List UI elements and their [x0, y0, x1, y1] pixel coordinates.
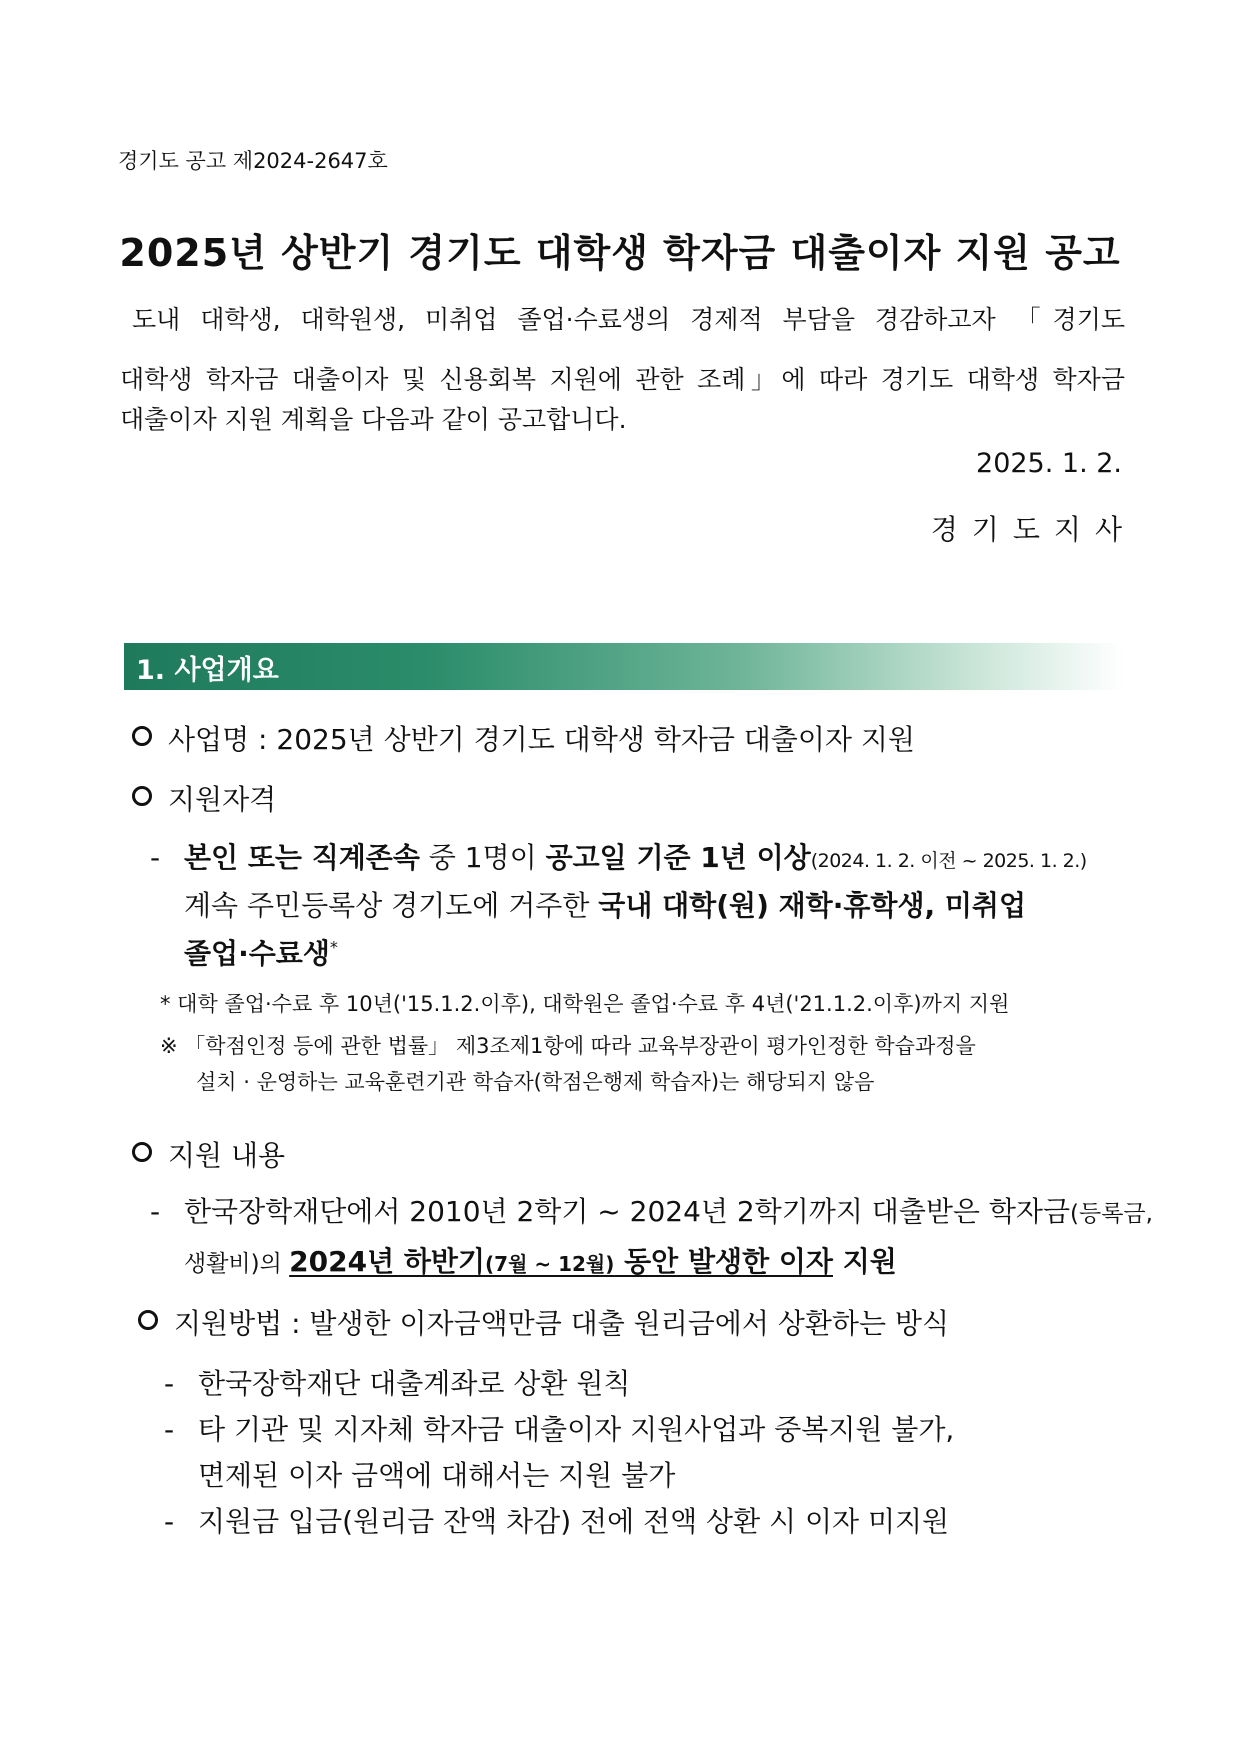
content-underlined-2: (7월 ~ 12월) — [485, 1252, 615, 1276]
method-line-3 — [198, 1454, 675, 1494]
dash-marker: - — [150, 841, 161, 874]
project-name-text: 사업명 : 2025년 상반기 경기도 대학생 학자금 대출이자 지원 — [168, 723, 915, 756]
eligibility-line-1 — [150, 836, 1087, 876]
intro-line-1: 도내 대학생, 대학원생, 미취업 졸업·수료생의 경제적 부담을 경감하고자 「경기도 — [132, 305, 1125, 334]
content-small-2: 생활비)의 — [184, 1251, 290, 1277]
method-text-1: 한국장학재단 대출계좌로 상환 원칙 — [198, 1367, 631, 1400]
method-label: 지원방법 : 발생한 이자금액만큼 대출 원리금에서 상환하는 방식 — [174, 1307, 949, 1340]
content-small-1: (등록금, — [1070, 1201, 1153, 1227]
page-title: 2025년 상반기 경기도 대학생 학자금 대출이자 지원 공고 — [119, 231, 1121, 275]
section-title: 1. 사업개요 — [136, 655, 279, 686]
eligibility-text-2: 계속 주민등록상 경기도에 거주한 — [184, 889, 599, 922]
method-line-1 — [164, 1362, 630, 1402]
method-text-4: 지원금 입금(원리금 잔액 차감) 전에 전액 상환 시 이자 미지원 — [198, 1505, 950, 1538]
method-item — [138, 1302, 949, 1342]
method-text-2: 타 기관 및 지자체 학자금 대출이자 지원사업과 중복지원 불가, — [198, 1413, 955, 1446]
content-line-1 — [150, 1190, 1153, 1230]
footnote-mark: * — [329, 937, 338, 957]
content-period-underlined — [289, 1245, 833, 1278]
content-underlined-1: 2024년 하반기 — [289, 1245, 486, 1278]
eligibility-bold-2: 공고일 기준 1년 이상 — [545, 841, 811, 874]
method-text-3: 면제된 이자 금액에 대해서는 지원 불가 — [198, 1459, 676, 1492]
intro-line-3: 대출이자 지원 계획을 다음과 같이 공고합니다. — [120, 405, 627, 434]
notice-date: 2025. 1. 2. — [976, 448, 1122, 479]
note-exclusion-2: 설치 · 운영하는 교육훈련기관 학습자(학점은행제 학습자)는 해당되지 않음 — [196, 1070, 875, 1094]
eligibility-period: (2024. 1. 2. 이전 ~ 2025. 1. 2.) — [810, 850, 1087, 872]
eligibility-line-2 — [184, 884, 1026, 924]
eligibility-text-1: 중 1명이 — [419, 841, 546, 874]
note-exclusion-1: ※ 「학점인정 등에 관한 법률」 제3조제1항에 따라 교육부장관이 평가인정한 학습과정을 — [160, 1034, 976, 1058]
intro-line-2: 대학생 학자금 대출이자 및 신용회복 지원에 관한 조례」에 따라 경기도 대학생 학자금 — [120, 365, 1125, 394]
eligibility-line-3 — [184, 932, 338, 972]
eligibility-bold-3: 국내 대학(원) 재학·휴학생, 미취업 — [598, 889, 1027, 922]
circle-bullet-icon — [138, 1310, 158, 1330]
project-name-item — [132, 718, 915, 758]
content-item — [132, 1134, 285, 1174]
content-line-2 — [184, 1240, 897, 1280]
method-line-4 — [164, 1500, 949, 1540]
eligibility-item — [132, 778, 276, 818]
dash-marker: - — [164, 1505, 175, 1538]
dash-marker: - — [150, 1195, 161, 1228]
content-bold-end: 지원 — [832, 1245, 897, 1278]
content-underlined-3: 동안 발생한 이자 — [614, 1245, 833, 1278]
eligibility-label: 지원자격 — [168, 783, 277, 816]
circle-bullet-icon — [132, 786, 152, 806]
eligibility-bold-1: 본인 또는 직계존속 — [184, 841, 420, 874]
dash-marker: - — [164, 1413, 175, 1446]
circle-bullet-icon — [132, 1142, 152, 1162]
dash-marker: - — [164, 1367, 175, 1400]
eligibility-bold-4: 졸업·수료생 — [184, 937, 330, 970]
note-graduation-period: * 대학 졸업·수료 후 10년('15.1.2.이후), 대학원은 졸업·수료 후 4년('21.1.2.이후)까지 지원 — [160, 992, 1010, 1016]
method-line-2 — [164, 1408, 954, 1448]
notice-number: 경기도 공고 제2024-2647호 — [118, 149, 388, 173]
issuer: 경기도지사 — [930, 513, 1136, 546]
content-text-1: 한국장학재단에서 2010년 2학기 ~ 2024년 2학기까지 대출받은 학자금 — [184, 1195, 1071, 1228]
circle-bullet-icon — [132, 726, 152, 746]
content-label: 지원 내용 — [168, 1139, 286, 1172]
